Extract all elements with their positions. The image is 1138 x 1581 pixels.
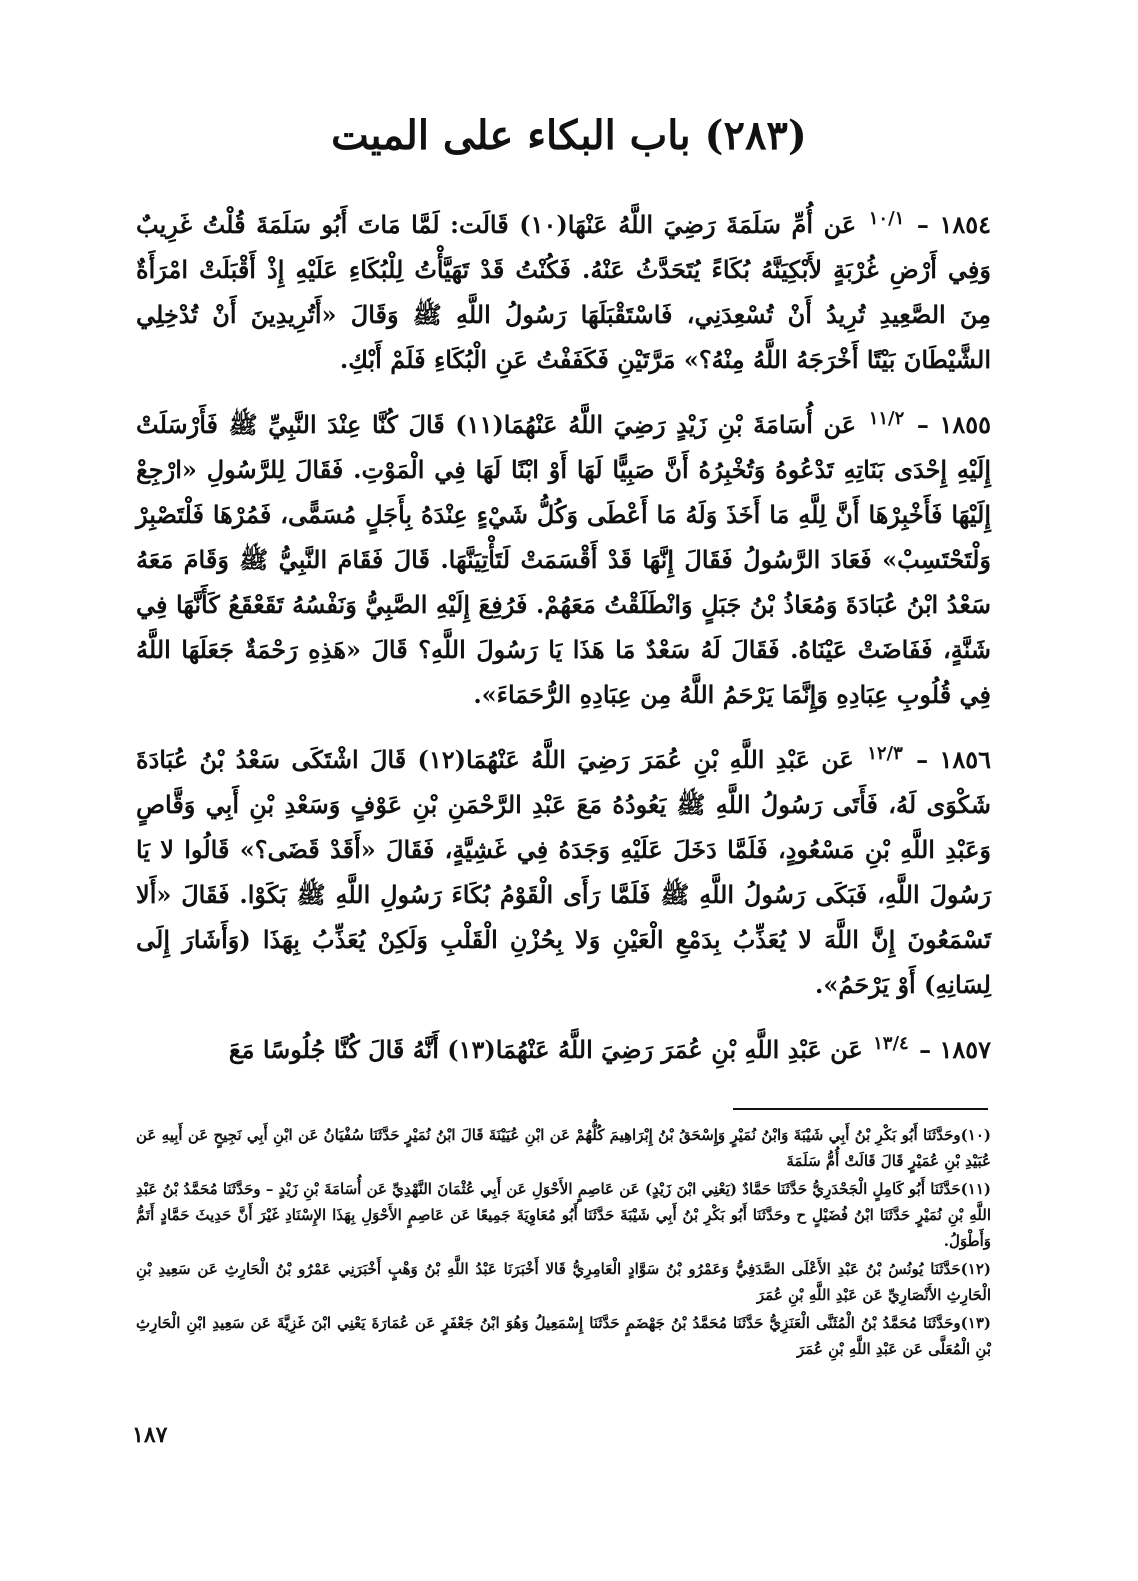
hadith-number: ١٨٥٤: [939, 210, 991, 239]
hadith-1855: ١٨٥٥ – ١١/٢ عَن أُسَامَةَ بْنِ زَيْدٍ رَضِيَ اللَّهُ عَنْهُمَا(١١) قَالَ كُنَّا عِنْدَ النَّبِيِّ ﷺ فَأَرْسَلَتْ إِلَيْهِ إِحْدَى بَنَاتِهِ تَدْعُوهُ وَتُخْبِرُهُ أَنَّ صَبِيًّا لَهَا أَوْ ابْنًا لَهَا فِي الْمَوْتِ. فَقَالَ لِلرَّسُولِ «ارْجِعْ إِلَيْهَا فَأَخْبِرْهَا أَنَّ لِلَّهِ مَا أَخَذَ وَلَهُ مَا أَعْطَى وَكُلُّ شَيْءٍ عِنْدَهُ بِأَجَلٍ مُسَمًّى، فَمُرْهَا فَلْتَصْبِرْ وَلْتَحْتَسِبْ» فَعَادَ الرَّسُولُ فَقَالَ إِنَّهَا قَدْ أَقْسَمَتْ لَتَأْتِيَنَّهَا. قَالَ فَقَامَ النَّبِيُّ ﷺ وَقَامَ مَعَهُ سَعْدُ ابْنُ عُبَادَةَ وَمُعَاذُ بْنُ جَبَلٍ وَانْطَلَقْتُ مَعَهُمْ. فَرُفِعَ إِلَيْهِ الصَّبِيُّ وَنَفْسُهُ تَقَعْقَعُ كَأَنَّهَا فِي شَنَّةٍ، فَفَاضَتْ عَيْنَاهُ. فَقَالَ لَهُ سَعْدٌ مَا هَذَا يَا رَسُولَ اللَّهِ؟ قَالَ «هَذِهِ رَحْمَةٌ جَعَلَهَا اللَّهُ فِي قُلُوبِ عِبَادِهِ وَإِنَّمَا يَرْحَمُ اللَّهُ مِن عِبَادِهِ الرُّحَمَاءَ».: [136, 396, 991, 717]
hadith-number: ١٨٥٥: [939, 410, 992, 439]
hadith-subnumber: ١٢/٣: [867, 743, 903, 764]
footnote-13: (١٣)وحَدَّثَنَا مُحَمَّدُ بْنُ الْمُثَنَّى الْعَنَزِيُّ حَدَّثَنَا مُحَمَّدُ بْنُ جَهْضَمٍ حَدَّثَنَا إِسْمَعِيلُ وَهُوَ ابْنُ جَعْفَرٍ عَن عُمَارَةَ يَعْنِي ابْنَ غَزِيَّةَ عَن سَعِيدِ ابْنِ الْحَارِثِ بْنِ الْمُعَلَّى عَن عَبْدِ اللَّهِ بْنِ عُمَرَ: [136, 1314, 991, 1358]
hadith-number: ١٨٥٦: [939, 745, 992, 774]
hadith-text: عَن عَبْدِ اللَّهِ بْنِ عُمَرَ رَضِيَ اللَّهُ عَنْهُمَا(١٣) أَنَّهُ قَالَ كُنَّا جُلُوسًا مَعَ: [228, 1035, 863, 1064]
hadith-text: عَن أُسَامَةَ بْنِ زَيْدٍ رَضِيَ اللَّهُ عَنْهُمَا(١١) قَالَ كُنَّا عِنْدَ النَّبِيِّ ﷺ فَأَرْسَلَتْ إِلَيْهِ إِحْدَى بَنَاتِهِ تَدْعُوهُ وَتُخْبِرُهُ أَنَّ صَبِيًّا لَهَا أَوْ ابْنًا لَهَا فِي الْمَوْتِ. فَقَالَ لِلرَّسُولِ «ارْجِعْ إِلَيْهَا فَأَخْبِرْهَا أَنَّ لِلَّهِ مَا أَخَذَ وَلَهُ مَا أَعْطَى وَكُلُّ شَيْءٍ عِنْدَهُ بِأَجَلٍ مُسَمًّى، فَمُرْهَا فَلْتَصْبِرْ وَلْتَحْتَسِبْ» فَعَادَ الرَّسُولُ فَقَالَ إِنَّهَا قَدْ أَقْسَمَتْ لَتَأْتِيَنَّهَا. قَالَ فَقَامَ النَّبِيُّ ﷺ وَقَامَ مَعَهُ سَعْدُ ابْنُ عُبَادَةَ وَمُعَاذُ بْنُ جَبَلٍ وَانْطَلَقْتُ مَعَهُمْ. فَرُفِعَ إِلَيْهِ الصَّبِيُّ وَنَفْسُهُ تَقَعْقَعُ كَأَنَّهَا فِي شَنَّةٍ، فَفَاضَتْ عَيْنَاهُ. فَقَالَ لَهُ سَعْدٌ مَا هَذَا يَا رَسُولَ اللَّهِ؟ قَالَ «هَذِهِ رَحْمَةٌ جَعَلَهَا اللَّهُ فِي قُلُوبِ عِبَادِهِ وَإِنَّمَا يَرْحَمُ اللَّهُ مِن عِبَادِهِ الرُّحَمَاءَ».: [136, 410, 992, 709]
main-text: [136, 196, 991, 1086]
footnotes: [136, 1122, 991, 1364]
hadith-subnumber: ١٣/٤: [873, 1033, 909, 1054]
hadith-subnumber: ١١/٢: [868, 408, 905, 429]
hadith-text: عَن أُمِّ سَلَمَةَ رَضِيَ اللَّهُ عَنْهَا(١٠) قَالَت: لَمَّا مَاتَ أَبُو سَلَمَةَ قُلْتُ غَرِيبٌ وَفِي أَرْضِ غُرْبَةٍ لأَبْكِيَنَّهُ بُكَاءً يُتَحَدَّثُ عَنْهُ. فَكُنْتُ قَدْ تَهَيَّأْتُ لِلْبُكَاءِ عَلَيْهِ إِذْ أَقْبَلَتْ امْرَأَةٌ مِنَ الصَّعِيدِ تُرِيدُ أَنْ تُسْعِدَنِي، فَاسْتَقْبَلَهَا رَسُولُ اللَّهِ ﷺ وَقَالَ «أَتُرِيدِينَ أَنْ تُدْخِلِي الشَّيْطَانَ بَيْتًا أَخْرَجَهُ اللَّهُ مِنْهُ؟» مَرَّتَيْنِ فَكَفَفْتُ عَنِ الْبُكَاءِ فَلَمْ أَبْكِ.: [136, 210, 991, 374]
hadith-text: عَن عَبْدِ اللَّهِ بْنِ عُمَرَ رَضِيَ اللَّهُ عَنْهُمَا(١٢) قَالَ اشْتَكَى سَعْدُ بْنُ عُبَادَةَ شَكْوَى لَهُ، فَأَتَى رَسُولُ اللَّهِ ﷺ يَعُودُهُ مَعَ عَبْدِ الرَّحْمَنِ بْنِ عَوْفٍ وَسَعْدِ بْنِ أَبِي وَقَّاصٍ وَعَبْدِ اللَّهِ بْنِ مَسْعُودٍ، فَلَمَّا دَخَلَ عَلَيْهِ وَجَدَهُ فِي غَشِيَّةٍ، فَقَالَ «أَقَدْ قَضَى؟» قَالُوا لا يَا رَسُولَ اللَّهِ، فَبَكَى رَسُولُ اللَّهِ ﷺ فَلَمَّا رَأَى الْقَوْمُ بُكَاءَ رَسُولِ اللَّهِ ﷺ بَكَوْا. فَقَالَ «أَلا تَسْمَعُونَ إِنَّ اللَّهَ لا يُعَذِّبُ بِدَمْعِ الْعَيْنِ وَلا بِحُزْنِ الْقَلْبِ وَلَكِنْ يُعَذِّبُ بِهَذَا (وَأَشَارَ إِلَى لِسَانِهِ) أَوْ يَرْحَمُ».: [136, 745, 991, 999]
chapter-title: (٢٨٣) باب البكاء على الميت: [331, 112, 807, 159]
hadith-1857: ١٨٥٧ – ١٣/٤ عَن عَبْدِ اللَّهِ بْنِ عُمَرَ رَضِيَ اللَّهُ عَنْهُمَا(١٣) أَنَّهُ قَالَ كُنَّا جُلُوسًا مَعَ: [136, 1021, 991, 1072]
footnote-separator: [733, 1108, 988, 1110]
hadith-subnumber: ١٠/١: [868, 208, 905, 229]
footnote-10: (١٠)وحَدَّثَنَا أَبُو بَكْرِ بْنُ أَبِي شَيْبَةَ وَابْنُ نُمَيْرٍ وَإِسْحَقُ بْنُ إِبْرَاهِيمَ كُلُّهُمْ عَن ابْنِ عُيَيْنَةَ قَالَ ابْنُ نُمَيْرٍ حَدَّثَنَا سُفْيَانُ عَن ابْنِ أَبِي نَجِيحٍ عَن أَبِيهِ عَن عُبَيْدِ بْنِ عُمَيْرٍ قَالَ قَالَتْ أُمُّ سَلَمَةَ: [136, 1126, 991, 1170]
footnote-11: (١١)حَدَّثَنَا أَبُو كَامِلٍ الْجَحْدَرِيُّ حَدَّثَنَا حَمَّادٌ (يَعْنِي ابْنَ زَيْدٍ) عَن عَاصِمٍ الأَحْوَلِ عَن أَبِي عُثْمَانَ النَّهْدِيِّ عَن أُسَامَةَ بْنِ زَيْدٍ – وحَدَّثَنَا مُحَمَّدُ بْنُ عَبْدِ اللَّهِ بْنِ نُمَيْرٍ حَدَّثَنَا ابْنُ فُضَيْلٍ ح وحَدَّثَنَا أَبُو بَكْرِ بْنُ أَبِي شَيْبَةَ حَدَّثَنَا أَبُو مُعَاوِيَةَ جَمِيعًا عَن عَاصِمٍ الأَحْوَلِ بِهَذَا الإِسْنَادِ غَيْرَ أَنَّ حَدِيثَ حَمَّادٍ أَتَمُّ وَأَطْوَلُ.: [136, 1180, 991, 1250]
page-number: ١٨٧: [132, 1422, 168, 1448]
hadith-number: ١٨٥٧: [939, 1035, 991, 1064]
hadith-1856: ١٨٥٦ – ١٢/٣ عَن عَبْدِ اللَّهِ بْنِ عُمَرَ رَضِيَ اللَّهُ عَنْهُمَا(١٢) قَالَ اشْتَكَى سَعْدُ بْنُ عُبَادَةَ شَكْوَى لَهُ، فَأَتَى رَسُولُ اللَّهِ ﷺ يَعُودُهُ مَعَ عَبْدِ الرَّحْمَنِ بْنِ عَوْفٍ وَسَعْدِ بْنِ أَبِي وَقَّاصٍ وَعَبْدِ اللَّهِ بْنِ مَسْعُودٍ، فَلَمَّا دَخَلَ عَلَيْهِ وَجَدَهُ فِي غَشِيَّةٍ، فَقَالَ «أَقَدْ قَضَى؟» قَالُوا لا يَا رَسُولَ اللَّهِ، فَبَكَى رَسُولُ اللَّهِ ﷺ فَلَمَّا رَأَى الْقَوْمُ بُكَاءَ رَسُولِ اللَّهِ ﷺ بَكَوْا. فَقَالَ «أَلا تَسْمَعُونَ إِنَّ اللَّهَ لا يُعَذِّبُ بِدَمْعِ الْعَيْنِ وَلا بِحُزْنِ الْقَلْبِ وَلَكِنْ يُعَذِّبُ بِهَذَا (وَأَشَارَ إِلَى لِسَانِهِ) أَوْ يَرْحَمُ».: [136, 731, 991, 1007]
footnote-12: (١٢)حَدَّثَنَا يُونُسُ بْنُ عَبْدِ الأَعْلَى الصَّدَفِيُّ وَعَمْرُو بْنُ سَوَّادٍ الْعَامِرِيُّ قَالا أَخْبَرَنَا عَبْدُ اللَّهِ بْنُ وَهْبٍ أَخْبَرَنِي عَمْرُو بْنُ الْحَارِثِ عَن سَعِيدِ بْنِ الْحَارِثِ الأَنْصَارِيِّ عَن عَبْدِ اللَّهِ بْنِ عُمَرَ: [136, 1260, 991, 1304]
hadith-1854: ١٨٥٤ – ١٠/١ عَن أُمِّ سَلَمَةَ رَضِيَ اللَّهُ عَنْهَا(١٠) قَالَت: لَمَّا مَاتَ أَبُو سَلَمَةَ قُلْتُ غَرِيبٌ وَفِي أَرْضِ غُرْبَةٍ لأَبْكِيَنَّهُ بُكَاءً يُتَحَدَّثُ عَنْهُ. فَكُنْتُ قَدْ تَهَيَّأْتُ لِلْبُكَاءِ عَلَيْهِ إِذْ أَقْبَلَتْ امْرَأَةٌ مِنَ الصَّعِيدِ تُرِيدُ أَنْ تُسْعِدَنِي، فَاسْتَقْبَلَهَا رَسُولُ اللَّهِ ﷺ وَقَالَ «أَتُرِيدِينَ أَنْ تُدْخِلِي الشَّيْطَانَ بَيْتًا أَخْرَجَهُ اللَّهُ مِنْهُ؟» مَرَّتَيْنِ فَكَفَفْتُ عَنِ الْبُكَاءِ فَلَمْ أَبْكِ.: [136, 196, 991, 382]
